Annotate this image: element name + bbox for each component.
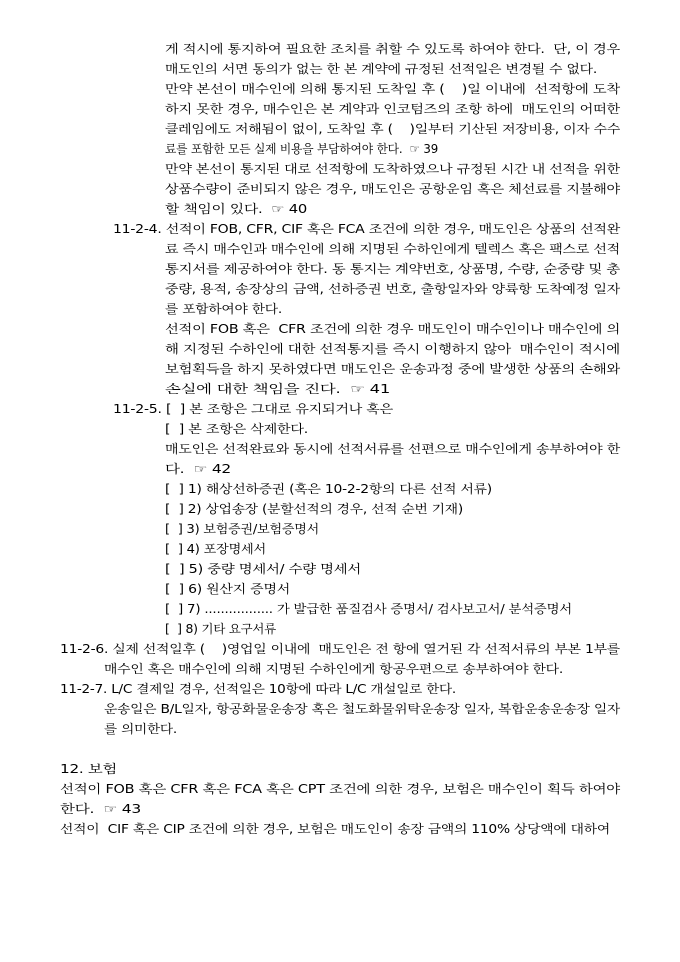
text-line: 운송일은 B/L일자, 항공화물운송장 혹은 철도화물위탁운송장 일자, 복합운송운송장 일자 (104, 702, 620, 716)
text-line: 만약 본선이 통지된 대로 선적항에 도착하였으나 규정된 시간 내 선적을 위한 (165, 162, 620, 176)
text-line: 를 포함하여야 한다. (165, 302, 282, 316)
text-line: 매도인의 서면 동의가 없는 한 본 계약에 규정된 선적일은 변경될 수 없다. (165, 62, 597, 76)
text-line: 선적이 CIF 혹은 CIP 조건에 의한 경우, 보험은 매도인이 송장 금액의 110% 상당액에 대하여 (60, 822, 610, 836)
text-line: 한다. ☞ 43 (60, 802, 141, 816)
text-line: 손실에 대한 책임을 진다. ☞ 41 (165, 382, 390, 396)
text-line: 상품수량이 준비되지 않은 경우, 매도인은 공항운임 혹은 체선료를 지불해야 (165, 182, 620, 196)
clause-11-2-4: 11-2-4. 선적이 FOB, CFR, CIF 혹은 FCA 조건에 의한 경우, 매도인은 상품의 선적완 (113, 222, 620, 236)
checklist-item: [ ] 1) 해상선하증권 (혹은 10-2-2항의 다른 선적 서류) (165, 482, 492, 496)
clause-11-2-7: 11-2-7. L/C 결제일 경우, 선적일은 10항에 따라 L/C 개설일로 한다. (60, 682, 456, 696)
text-line: 를 의미한다. (104, 722, 177, 736)
checklist-item: [ ] 3) 보험증권/보험증명서 (165, 522, 319, 536)
checklist-item: [ ] 7) ................. 가 발급한 품질검사 증명서/ 검사보고서/ 분석증명서 (165, 602, 572, 616)
text-line: 선적이 FOB 혹은 CFR 조건에 의한 경우 매도인이 매수인이나 매수인에 의 (165, 322, 620, 336)
clause-11-2-6: 11-2-6. 실제 선적일후 ( )영업일 이내에 매도인은 전 항에 열거된 각 선적서류의 부본 1부를 (60, 642, 620, 656)
text-line: 할 책임이 있다. ☞ 40 (165, 202, 307, 216)
text-line: 클레임에도 저해됨이 없이, 도착일 후 ( )일부터 기산된 저장비용, 이자 수수 (165, 122, 620, 136)
text-line: 선적이 FOB 혹은 CFR 혹은 FCA 혹은 CPT 조건에 의한 경우, 보험은 매수인이 획득 하여야 (60, 782, 620, 796)
text-line: 게 적시에 통지하여 필요한 조치를 취할 수 있도록 하여야 한다. 단, 이 경우 (165, 42, 620, 56)
checklist-item: [ ] 4) 포장명세서 (165, 542, 266, 556)
clause-11-2-5: 11-2-5. [ ] 본 조항은 그대로 유지되거나 혹은 (113, 402, 393, 416)
text-line: 해 지정된 수하인에 대한 선적통지를 즉시 이행하지 않아 매수인이 적시에 (165, 342, 620, 356)
text-line: 만약 본선이 매수인에 의해 통지된 도착일 후 ( )일 이내에 선적항에 도착 (165, 82, 620, 96)
checklist-item: [ ] 8) 기타 요구서류 (165, 622, 276, 636)
text-line: 중량, 용적, 송장상의 금액, 선하증권 번호, 출항일자와 양륙항 도착예정 일자 (165, 282, 620, 296)
text-line: 보험획득을 하지 못하였다면 매도인은 운송과정 중에 발생한 상품의 손해와 (165, 362, 620, 376)
checklist-item: [ ] 6) 원산지 증명서 (165, 582, 290, 596)
text-line: [ ] 본 조항은 삭제한다. (165, 422, 308, 436)
text-line: 료를 포함한 모든 실제 비용을 부담하여야 한다. ☞ 39 (165, 142, 438, 156)
checklist-item: [ ] 2) 상업송장 (분할선적의 경우, 선적 순번 기재) (165, 502, 463, 516)
text-line: 하지 못한 경우, 매수인은 본 계약과 인코텀즈의 조항 하에 매도인의 어떠한 (165, 102, 620, 116)
section-heading-insurance: 12. 보험 (60, 762, 117, 776)
text-line: 료 즉시 매수인과 매수인에 의해 지명된 수하인에게 텔렉스 혹은 팩스로 선적 (165, 242, 620, 256)
text-line: 통지서를 제공하여야 한다. 동 통지는 계약번호, 상품명, 수량, 순중량 및 총 (165, 262, 620, 276)
text-line: 매도인은 선적완료와 동시에 선적서류를 선편으로 매수인에게 송부하여야 한 (165, 442, 620, 456)
checklist-item: [ ] 5) 중량 명세서/ 수량 명세서 (165, 562, 361, 576)
text-line: 다. ☞ 42 (165, 462, 231, 476)
text-line: 매수인 혹은 매수인에 의해 지명된 수하인에게 항공우편으로 송부하여야 한다. (104, 662, 563, 676)
